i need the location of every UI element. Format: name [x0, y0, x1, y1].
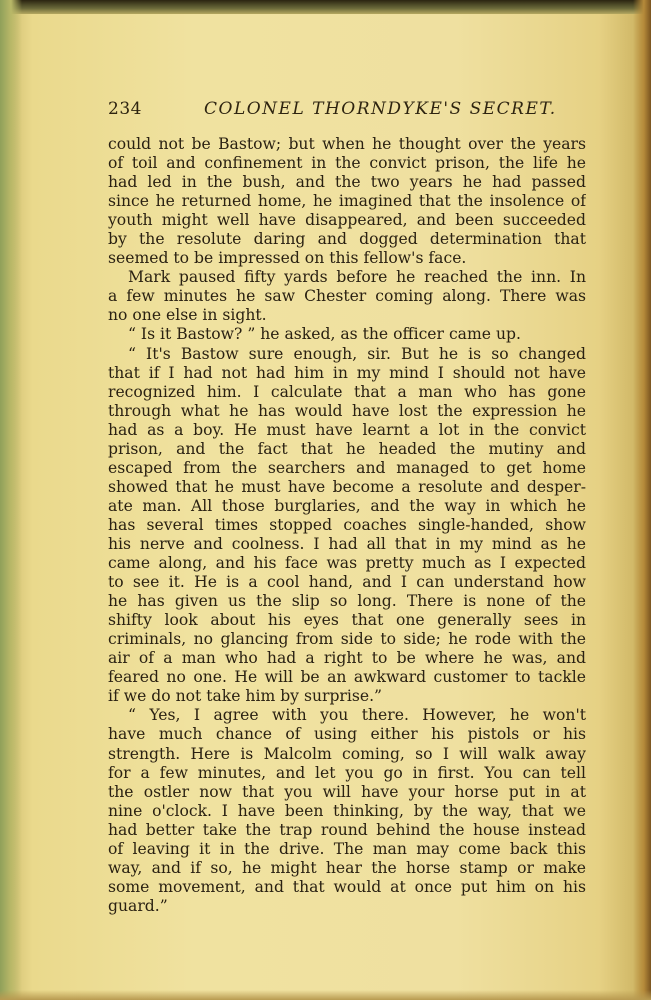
text-line: through what he has would have lost the expression he [108, 401, 586, 420]
text-line: escaped from the searchers and managed to get home [108, 458, 586, 477]
page-header [108, 99, 588, 123]
text-line: “ Yes, I agree with you there. However, he won't [128, 706, 586, 725]
text-line: guard.” [108, 896, 168, 915]
text-line: criminals, no glancing from side to side; he rode with the [108, 630, 586, 649]
text-line: air of a man who had a right to be where he was, and [108, 649, 586, 668]
text-line: shifty look about his eyes that one generally sees in [108, 611, 586, 630]
text-line: “ Is it Bastow? ” he asked, as the officer came up. [128, 325, 521, 344]
page-number: 234 [108, 99, 142, 119]
text-line: since he returned home, he imagined that the insolence of [108, 192, 586, 211]
text-line: seemed to be impressed on this fellow's face. [108, 249, 467, 268]
text-line: Mark paused fifty yards before he reached the inn. In [128, 268, 586, 287]
text-line: recognized him. I calculate that a man who has gone [108, 382, 586, 401]
text-line: the ostler now that you will have your horse put in at [108, 782, 586, 801]
text-line: a few minutes he saw Chester coming along. There was [108, 287, 586, 306]
text-line: prison, and the fact that he headed the mutiny and [108, 439, 586, 458]
text-line: for a few minutes, and let you go in first. You can tell [108, 763, 586, 782]
body-text [108, 135, 586, 916]
text-line: if we do not take him by surprise.” [108, 687, 383, 706]
text-line: had led in the bush, and the two years he had passed [108, 173, 586, 192]
text-line: he has given us the slip so long. There is none of the [108, 592, 586, 611]
text-line: have much chance of using either his pistols or his [108, 725, 586, 744]
running-title: COLONEL THORNDYKE'S SECRET. [204, 99, 557, 119]
text-line: of leaving it in the drive. The man may come back this [108, 839, 586, 858]
page-top-edge [0, 0, 651, 14]
page-right-edge [633, 0, 651, 1000]
text-line: had as a boy. He must have learnt a lot in the convict [108, 420, 586, 439]
text-line: of toil and confinement in the convict prison, the life he [108, 154, 586, 173]
text-line: feared no one. He will be an awkward customer to tackle [108, 668, 586, 687]
page-bottom-edge [0, 990, 651, 1000]
text-line: has several times stopped coaches single-handed, show [108, 515, 586, 534]
text-line: “ It's Bastow sure enough, sir. But he is so changed [128, 344, 586, 363]
text-line: by the resolute daring and dogged determination that [108, 230, 586, 249]
text-line: no one else in sight. [108, 306, 267, 325]
text-line: that if I had not had him in my mind I should not have [108, 363, 586, 382]
text-line: strength. Here is Malcolm coming, so I will walk away [108, 744, 586, 763]
text-line: ate man. All those burglaries, and the way in which he [108, 496, 586, 515]
text-line: came along, and his face was pretty much as I expected [108, 554, 586, 573]
text-line: his nerve and coolness. I had all that in my mind as he [108, 534, 586, 553]
text-line: to see it. He is a cool hand, and I can understand how [108, 573, 586, 592]
text-line: way, and if so, he might hear the horse stamp or make [108, 858, 586, 877]
text-line: could not be Bastow; but when he thought over the years [108, 135, 586, 153]
text-line: nine o'clock. I have been thinking, by the way, that we [108, 801, 586, 820]
text-line: showed that he must have become a resolute and desper- [108, 477, 586, 496]
page-binding-edge [0, 0, 22, 1000]
text-line: some movement, and that would at once put him on his [108, 877, 586, 896]
text-line: had better take the trap round behind the house instead [108, 820, 586, 839]
text-line: youth might well have disappeared, and been succeeded [108, 211, 586, 230]
